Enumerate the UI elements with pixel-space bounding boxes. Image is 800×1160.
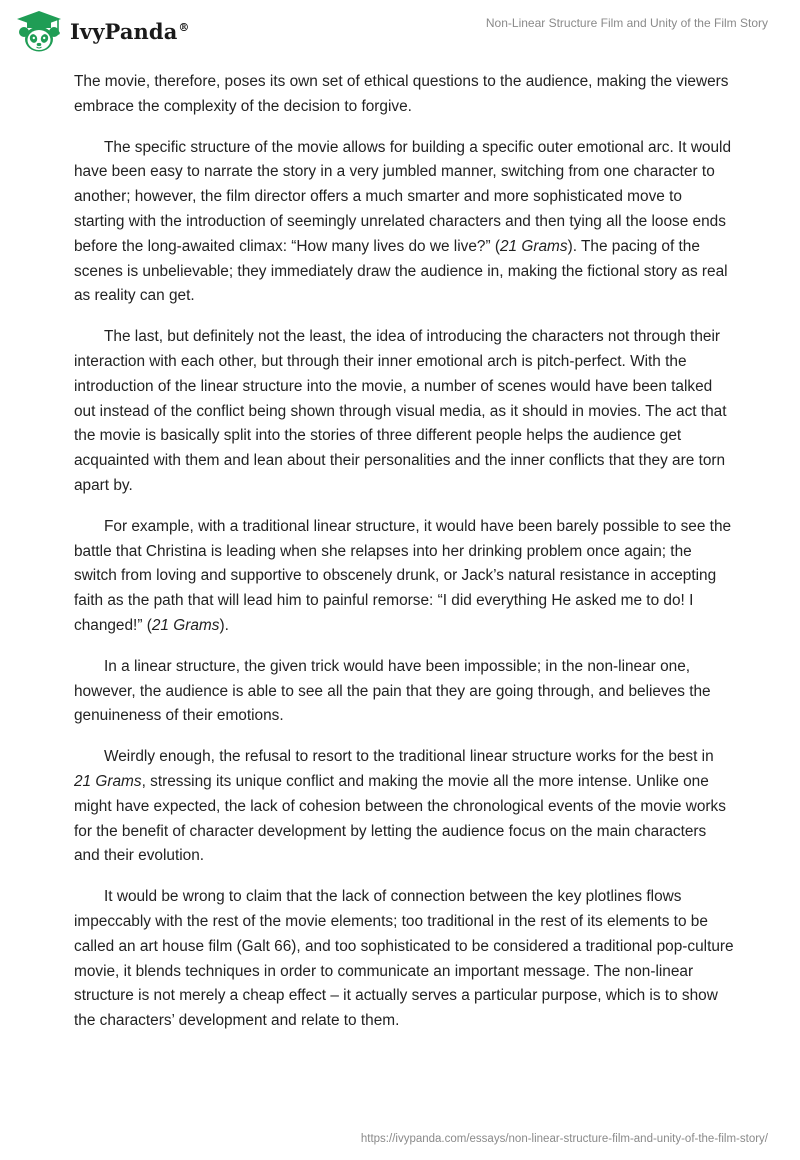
essay-paragraph xyxy=(74,655,734,729)
paragraph-text: , stressing its unique conflict and making the movie all the more intense. Unlike one might have expected, the lack of cohesion between the chronological events of the movie works for the benefit of character development by letting the audience focus on the main characters and their evolution. xyxy=(74,772,726,865)
paragraph-text: Weirdly enough, the refusal to resort to the traditional linear structure works for the best in xyxy=(104,748,714,766)
ivypanda-logo[interactable] xyxy=(14,8,190,54)
essay-paragraph xyxy=(74,745,734,869)
document-title: Non-Linear Structure Film and Unity of the Film Story xyxy=(485,16,768,30)
paragraph-text: The last, but definitely not the least, the idea of introducing the characters not through their interaction with each other, but through their inner emotional arch is pitch-perfect. With the introduction of the linear structure into the movie, a number of scenes would have been talked out instead of the conflict being shown through visual media, as it should in movies. The act that the movie is basically split into the stories of three different people helps the audience get acquainted with them and lean about their personalities and the inner conflicts that they are torn apart by. xyxy=(74,328,727,494)
cited-title: 21 Grams xyxy=(74,772,142,790)
essay-paragraph xyxy=(74,515,734,639)
paragraph-text: ). xyxy=(219,616,229,634)
essay-paragraph xyxy=(74,70,734,120)
paragraph-text: It would be wrong to claim that the lack of connection between the key plotlines flows impeccably with the rest of the movie elements; too traditional in the rest of its elements to be called an art house film (Galt 66), and too sophisticated to be considered a traditional pop-culture movie, it blends techniques in order to communicate an important message. The non-linear structure is not merely a cheap effect – it actually serves a particular purpose, which is to show the characters’ development and relate to them. xyxy=(74,888,734,1030)
brand-name: IvyPanda® xyxy=(70,18,190,44)
essay-paragraph xyxy=(74,885,734,1034)
footer-url[interactable]: https://ivypanda.com/essays/non-linear-structure-film-and-unity-of-the-film-story/ xyxy=(360,1133,768,1145)
paragraph-text: The specific structure of the movie allows for building a specific outer emotional arc. It would have been easy to narrate the story in a very jumbled manner, switching from one character to another; however, the film director offers a much smarter and more sophisticated move to starting with the introduction of seemingly unrelated characters and then tying all the loose ends before the long-awaited climax: “How many lives do we live?” ( xyxy=(74,138,732,255)
panda-graduation-cap-icon xyxy=(14,8,64,54)
essay-body xyxy=(74,70,734,1050)
page-header xyxy=(0,0,800,62)
essay-paragraph xyxy=(74,136,734,310)
paragraph-text: ). The pacing of the scenes is unbelievable; they immediately draw the audience in, making the fictional story as real as reality can get. xyxy=(74,237,728,305)
essay-paragraph xyxy=(74,325,734,499)
cited-title: 21 Grams xyxy=(151,616,220,634)
paragraph-text: The movie, therefore, poses its own set of ethical questions to the audience, making the viewers embrace the complexity of the decision to forgive. xyxy=(74,73,729,115)
paragraph-text: In a linear structure, the given trick would have been impossible; in the non-linear one, however, the audience is able to see all the pain that they are going through, and believes the genuineness of their emotions. xyxy=(74,657,711,725)
cited-title: 21 Grams xyxy=(500,237,568,255)
paragraph-text: For example, with a traditional linear structure, it would have been barely possible to see the battle that Christina is leading when she relapses into her drinking problem once again; the switch from loving and supportive to obscenely drunk, or Jack’s natural resistance in accepting faith as the path that will lead him to painful remorse: “I did everything He asked me to do! I changed!” ( xyxy=(74,517,732,634)
